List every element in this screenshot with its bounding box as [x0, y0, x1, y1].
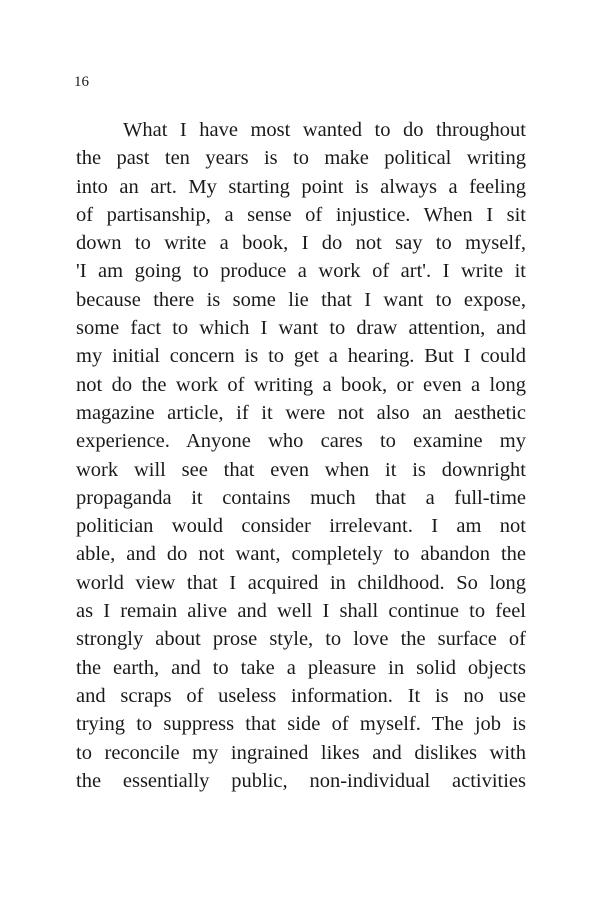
text-line: not do the work of writing a book, or even a long	[76, 373, 526, 396]
text-line: strongly about prose style, to love the surface of	[76, 628, 526, 651]
text-line: experience. Anyone who cares to examine my	[76, 430, 526, 453]
text-line: What I have most wanted to do throughout	[123, 119, 526, 141]
text-line: into an art. My starting point is always a feeling	[76, 175, 526, 198]
text-line: down to write a book, I do not say to myself,	[76, 232, 526, 255]
text-line: work will see that even when it is downright	[76, 458, 526, 481]
text-line: politician would consider irrelevant. I am not	[76, 515, 526, 538]
text-line: my initial concern is to get a hearing. But I could	[76, 345, 526, 368]
text-line: as I remain alive and well I shall continue to feel	[76, 600, 526, 623]
text-line: able, and do not want, completely to abandon the	[76, 543, 526, 566]
text-line: some fact to which I want to draw attention, and	[76, 317, 526, 340]
text-line: the past ten years is to make political writing	[76, 147, 526, 170]
text-line: 'I am going to produce a work of art'. I write it	[76, 260, 526, 283]
text-line: propaganda it contains much that a full-time	[76, 486, 526, 509]
text-line: to reconcile my ingrained likes and dislikes with	[76, 741, 526, 764]
text-line: the earth, and to take a pleasure in solid objects	[76, 656, 526, 679]
body-paragraph	[76, 116, 526, 795]
text-line: of partisanship, a sense of injustice. When I sit	[76, 203, 526, 226]
text-line: the essentially public, non-individual activities	[76, 769, 526, 792]
text-line: trying to suppress that side of myself. The job is	[76, 713, 526, 736]
page-number: 16	[74, 74, 89, 90]
text-line: and scraps of useless information. It is no use	[76, 684, 526, 707]
text-line: world view that I acquired in childhood. So long	[76, 571, 526, 594]
text-line: because there is some lie that I want to expose,	[76, 288, 526, 311]
text-line: magazine article, if it were not also an aesthetic	[76, 401, 526, 424]
